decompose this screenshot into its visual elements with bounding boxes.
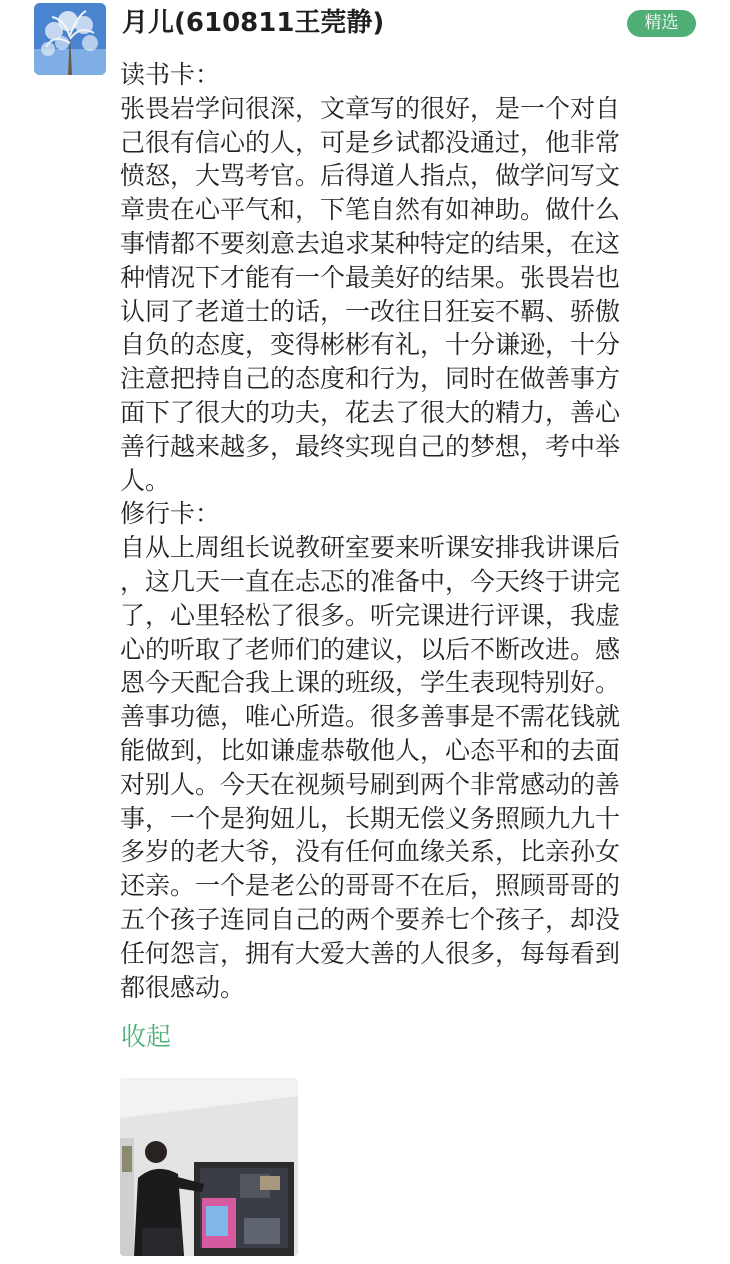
post-body-line: 心的听取了老师们的建议，以后不断改进。感: [120, 634, 621, 664]
post-body-line: 了，心里轻松了很多。听完课进行评课，我虚: [120, 600, 621, 630]
post-body-line: 还亲。一个是老公的哥哥不在后，照顾哥哥的: [120, 871, 621, 901]
post-body-line: 善行越来越多，最终实现自己的梦想，考中举: [120, 431, 621, 461]
post-body-line: 五个孩子连同自己的两个要养七个孩子，却没: [120, 904, 621, 934]
post-body-line: 自从上周组长说教研室要来听课安排我讲课后: [120, 533, 621, 563]
avatar[interactable]: [34, 3, 106, 75]
post-body-line: 面下了很大的功夫，花去了很大的精力，善心: [120, 397, 621, 427]
avatar-tree-image: [34, 3, 106, 75]
post-body-line: 对别人。今天在视频号刷到两个非常感动的善: [120, 769, 621, 799]
post-body-line: 恩今天配合我上课的班级，学生表现特别好。: [120, 668, 621, 698]
post-body-line: 事，一个是狗妞儿，长期无偿义务照顾九九十: [120, 803, 621, 833]
classroom-photo-icon: [120, 1078, 298, 1256]
post-body-line: ，这几天一直在忐忑的准备中，今天终于讲完: [120, 566, 621, 596]
author-name[interactable]: 月儿(610811王莞静): [122, 8, 385, 38]
featured-badge: 精选: [627, 10, 696, 37]
post-body: [120, 58, 680, 1004]
post-body-line: 多岁的老大爷，没有任何血缘关系，比亲孙女: [120, 837, 621, 867]
post-body-line: 善事功德，唯心所造。很多善事是不需花钱就: [120, 702, 621, 732]
post-body-line: 能做到，比如谦虚恭敬他人，心态平和的去面: [120, 735, 621, 765]
post-body-line: 注意把持自己的态度和行为，同时在做善事方: [120, 364, 621, 394]
collapse-link[interactable]: 收起: [121, 1022, 172, 1051]
post-body-line: 认同了老道士的话，一改往日狂妄不羁、骄傲: [120, 296, 621, 326]
post-body-line: 己很有信心的人，可是乡试都没通过，他非常: [120, 127, 621, 157]
post-body-line: 章贵在心平气和，下笔自然有如神助。做什么: [120, 195, 621, 225]
post-body-line: 人。: [120, 465, 171, 495]
post-body-line: 种情况下才能有一个最美好的结果。张畏岩也: [120, 262, 621, 292]
post-body-line: 自负的态度，变得彬彬有礼，十分谦逊，十分: [120, 330, 621, 360]
post-body-line: 修行卡：: [120, 499, 221, 529]
post-body-line: 张畏岩学问很深，文章写的很好，是一个对自: [120, 93, 621, 123]
post-body-line: 读书卡：: [120, 60, 221, 89]
post-body-line: 愤怒，大骂考官。后得道人指点，做学问写文: [120, 161, 621, 191]
post-body-line: 事情都不要刻意去追求某种特定的结果，在这: [120, 228, 621, 258]
post-photo[interactable]: [120, 1078, 298, 1256]
post-body-line: 都很感动。: [120, 972, 246, 1002]
post-body-line: 任何怨言，拥有大爱大善的人很多，每每看到: [120, 938, 621, 968]
